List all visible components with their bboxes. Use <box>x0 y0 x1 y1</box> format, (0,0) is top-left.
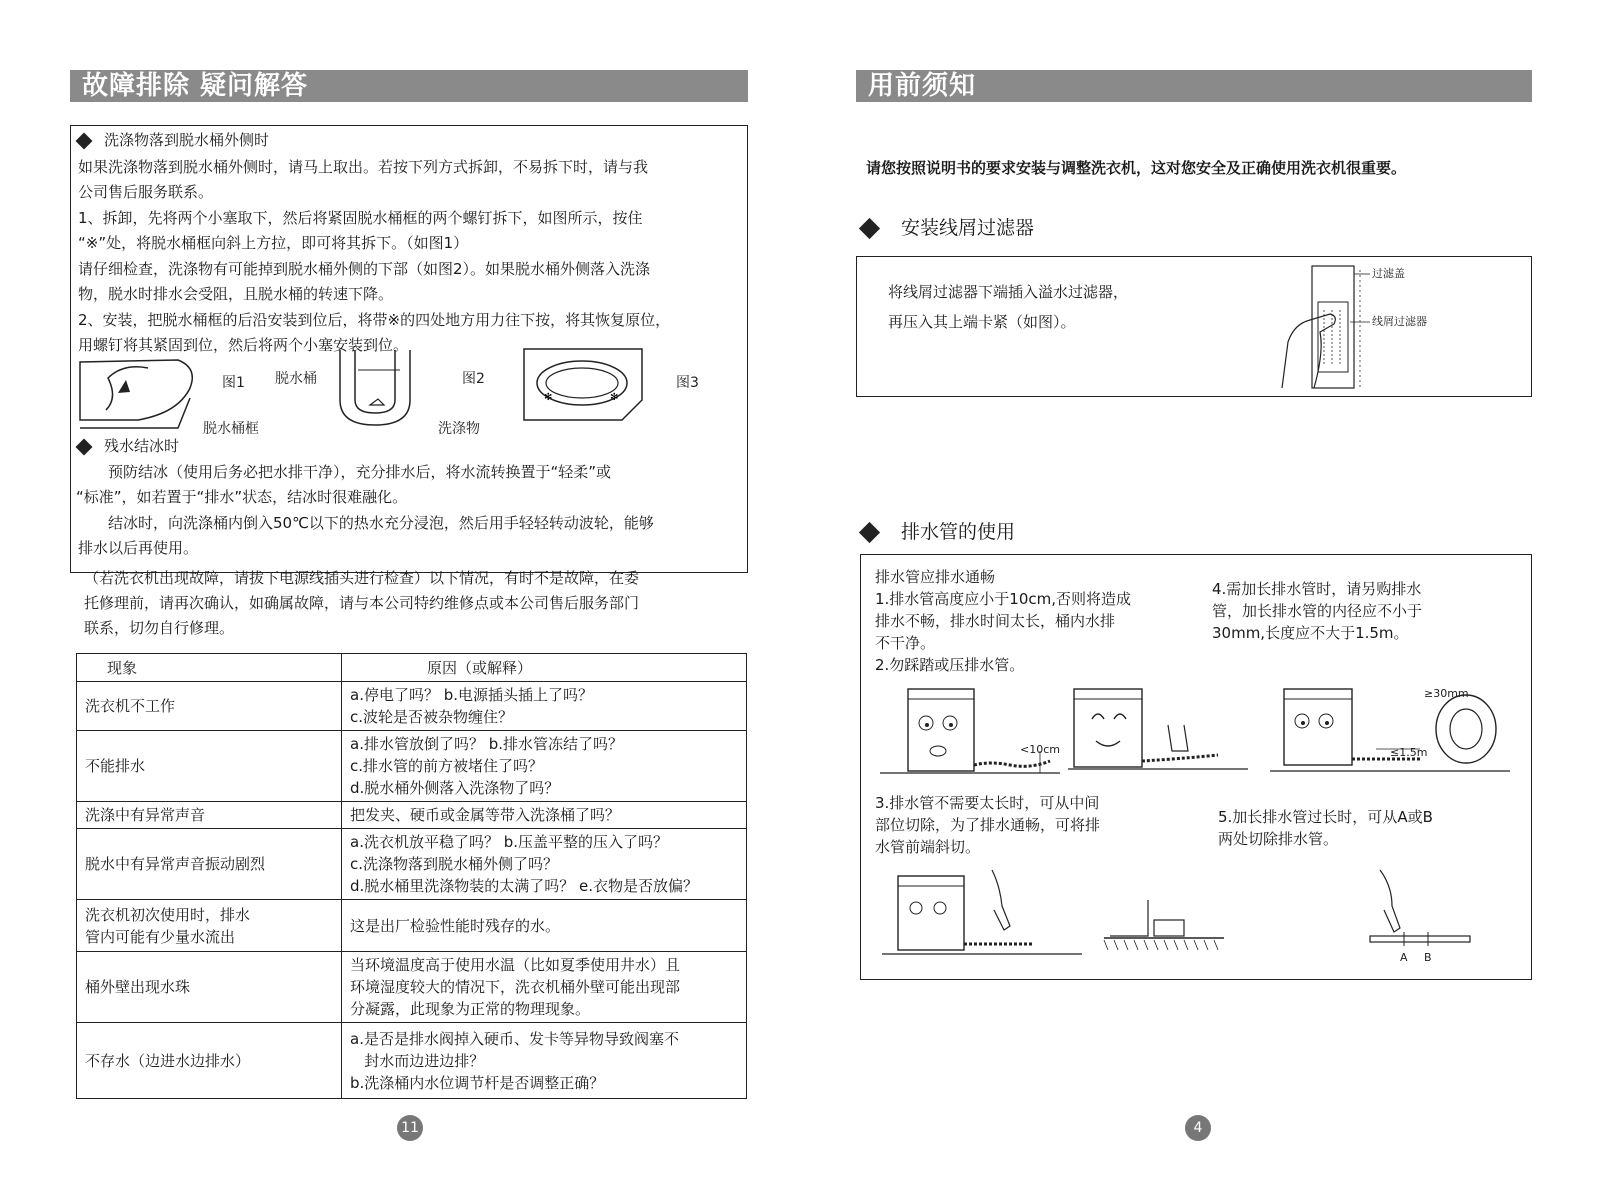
cause-cell: a.是否是排水阀掉入硬币、发卡等异物导致阀塞不 封水而边进边排？ b.洗涤桶内水位调节杆是否调整正确？ <box>342 1023 747 1099</box>
cause-cell: 把发夹、硬币或金属等带入洗涤桶了吗？ <box>342 802 747 829</box>
table-row <box>77 829 747 900</box>
note-line: 托修理前，请再次确认，如确属故障，请与本公司特约维修点或本公司售后服务部门 <box>84 594 640 612</box>
diamond-bullet-icon <box>76 438 93 455</box>
lint-filter-label <box>1372 314 1432 330</box>
fig3-tub-frame-top-view <box>522 345 647 425</box>
sec2-title: 残水结冰时 <box>74 434 179 458</box>
drain-15m-label <box>1390 745 1440 759</box>
diamond-bullet-icon <box>76 132 93 149</box>
symptom-cell: 洗涤中有异常声音 <box>77 802 342 829</box>
floor-drain-illustration <box>1104 896 1224 958</box>
troubleshooting-table <box>76 653 747 1099</box>
table-header-row <box>77 654 747 682</box>
right-intro: 请您按照说明书的要求安装与调整洗衣机，这对您安全及正确使用洗衣机很重要。 <box>866 159 1407 177</box>
filter-line: 将线屑过滤器下端插入溢水过滤器， <box>888 283 1129 301</box>
drain-col2: 4.需加长排水管时，请另购排水 管，加长排水管的内径应不小于 30mm,长度应不大于1.5m。 <box>1212 580 1423 642</box>
cause-cell: 当环境温度高于使用水温（比如夏季使用井水）且 环境湿度较大的情况下，洗衣机桶外壁可能出现部 分凝露，此现象为正常的物理现象。 <box>342 952 747 1023</box>
cause-cell: 这是出厂检验性能时残存的水。 <box>342 900 747 952</box>
drain-section-title: 排水管的使用 <box>858 519 1015 545</box>
drain-col3: 3.排水管不需要太长时，可从中间 部位切除，为了排水通畅，可将排 水管前端斜切。 <box>875 794 1101 856</box>
filter-cover-label <box>1372 266 1432 282</box>
washer-low-hose-illustration <box>880 685 1060 785</box>
cut-point-b-label <box>1424 950 1438 964</box>
svg-text:图3: 图3 <box>676 375 699 391</box>
drain-10cm-label <box>1020 742 1070 756</box>
symptom-cell: 不能排水 <box>77 731 342 802</box>
filter-section-title: 安装线屑过滤器 <box>858 215 1034 241</box>
svg-text:图1: 图1 <box>222 375 245 391</box>
svg-text:≥30mm: ≥30mm <box>1424 687 1469 700</box>
fig2-tub-label <box>275 368 335 388</box>
fig1-tub-frame-illustration <box>78 358 208 438</box>
note-line: 联系，切勿自行修理。 <box>84 619 235 637</box>
cause-cell: a.洗衣机放平稳了吗？ b.压盖平整的压入了吗？ c.洗涤物落到脱水桶外侧了吗？ d.脱水桶里洗涤物装的太满了吗？ e.衣物是否放偏？ <box>342 829 747 900</box>
sec1-line: “※”处，将脱水桶框向斜上方拉，即可将其拆下。（如图1） <box>78 234 469 252</box>
symptom-cell: 桶外壁出现水珠 <box>77 952 342 1023</box>
note-line: （若洗衣机出现故障，请拔下电源线插头进行检查）以下情况，有时不是故障，在委 <box>84 569 640 587</box>
sec1-line: 2、安装，把脱水桶框的后沿安装到位后，将带※的四处地方用力往下按，将其恢复原位， <box>78 311 671 329</box>
fig2-tub-cross-section <box>330 345 450 430</box>
cause-cell: a.停电了吗？ b.电源插头插上了吗？ c.波轮是否被杂物缠住？ <box>342 682 747 731</box>
cause-cell: a.排水管放倒了吗？ b.排水管冻结了吗？ c.排水管的前方被堵住了吗？ d.脱水桶外侧落入洗涤物了吗？ <box>342 731 747 802</box>
svg-text:<10cm: <10cm <box>1020 743 1060 756</box>
sec2-line: 预防结冰（使用后务必把水排干净），充分排水后，将水流转换置于“轻柔”或 <box>108 463 612 481</box>
sec2-line: “标准”，如若置于“排水”状态，结冰时很难融化。 <box>76 488 408 506</box>
table-row <box>77 900 747 952</box>
svg-text:脱水桶框: 脱水桶框 <box>203 421 259 437</box>
table-row <box>77 1023 747 1099</box>
hose-cut-ab-illustration <box>1370 866 1480 956</box>
sec1-line: 如果洗涤物落到脱水桶外侧时，请马上取出。若按下列方式拆卸，不易拆下时，请与我 <box>78 158 649 176</box>
sec2-line: 排水以后再使用。 <box>78 539 199 557</box>
hose-cut-illustration <box>882 866 1082 961</box>
table-row <box>77 682 747 731</box>
drain-col4: 5.加长排水管过长时，可从A或B 两处切除排水管。 <box>1218 808 1433 848</box>
svg-text:过滤盖: 过滤盖 <box>1372 267 1405 280</box>
washer-stepped-hose-illustration <box>1068 685 1248 785</box>
washer-extension-hose-illustration <box>1270 685 1510 785</box>
left-page-number: 11 <box>397 1115 423 1141</box>
svg-text:B: B <box>1424 951 1432 964</box>
sec1-line: 用螺钉将其紧固到位，然后将两个小塞安装到位。 <box>78 336 409 354</box>
table-header: 现象 <box>77 654 342 682</box>
left-banner: 故障排除 疑问解答 <box>70 70 748 102</box>
sec1-line: 请仔细检查，洗涤物有可能掉到脱水桶外侧的下部（如图2）。如果脱水桶外侧落入洗涤 <box>78 260 651 278</box>
fig-laundry-label <box>438 418 498 438</box>
sec2-line: 结冰时，向洗涤桶内倒入50℃以下的热水充分浸泡，然后用手轻轻转动波轮，能够 <box>108 514 654 532</box>
drain-30mm-label <box>1424 686 1484 700</box>
svg-text:图2: 图2 <box>462 371 485 387</box>
svg-text:≤1.5m: ≤1.5m <box>1390 746 1428 759</box>
symptom-cell: 洗衣机初次使用时，排水 管内可能有少量水流出 <box>77 900 342 952</box>
fig-frame-label <box>203 418 283 438</box>
fig3-caption <box>676 372 716 392</box>
fig1-caption <box>222 372 262 392</box>
svg-text:洗涤物: 洗涤物 <box>438 421 480 437</box>
table-header: 原因（或解释） <box>342 654 747 682</box>
svg-text:✻: ✻ <box>610 392 619 403</box>
drain-col1: 排水管应排水通畅 1.排水管高度应小于10cm,否则将造成 排水不畅，排水时间太长，桶内水排 不干净。 2.勿踩踏或压排水管。 <box>875 568 1132 674</box>
symptom-cell: 洗衣机不工作 <box>77 682 342 731</box>
sec1-line: 1、拆卸，先将两个小塞取下，然后将紧固脱水桶框的两个螺钉拆下，如图所示，按住 <box>78 209 643 227</box>
right-banner: 用前须知 <box>856 70 1532 102</box>
symptom-cell: 脱水中有异常声音振动剧烈 <box>77 829 342 900</box>
cut-point-a-label <box>1400 950 1414 964</box>
svg-text:脱水桶: 脱水桶 <box>275 371 317 387</box>
filter-line: 再压入其上端卡紧（如图）。 <box>888 313 1076 331</box>
svg-text:线屑过滤器: 线屑过滤器 <box>1372 315 1427 328</box>
table-row <box>77 731 747 802</box>
symptom-cell: 不存水（边进水边排水） <box>77 1023 342 1099</box>
right-page-number: 4 <box>1185 1115 1211 1141</box>
svg-text:A: A <box>1400 951 1408 964</box>
table-row <box>77 802 747 829</box>
sec1-line: 物，脱水时排水会受阻，且脱水桶的转速下降。 <box>78 285 394 303</box>
sec1-title: 洗涤物落到脱水桶外侧时 <box>74 128 269 152</box>
table-row <box>77 952 747 1023</box>
fig2-caption <box>462 368 502 388</box>
diamond-bullet-icon <box>859 522 880 543</box>
sec1-line: 公司售后服务联系。 <box>78 183 214 201</box>
diamond-bullet-icon <box>859 218 880 239</box>
svg-text:✻: ✻ <box>544 392 553 403</box>
